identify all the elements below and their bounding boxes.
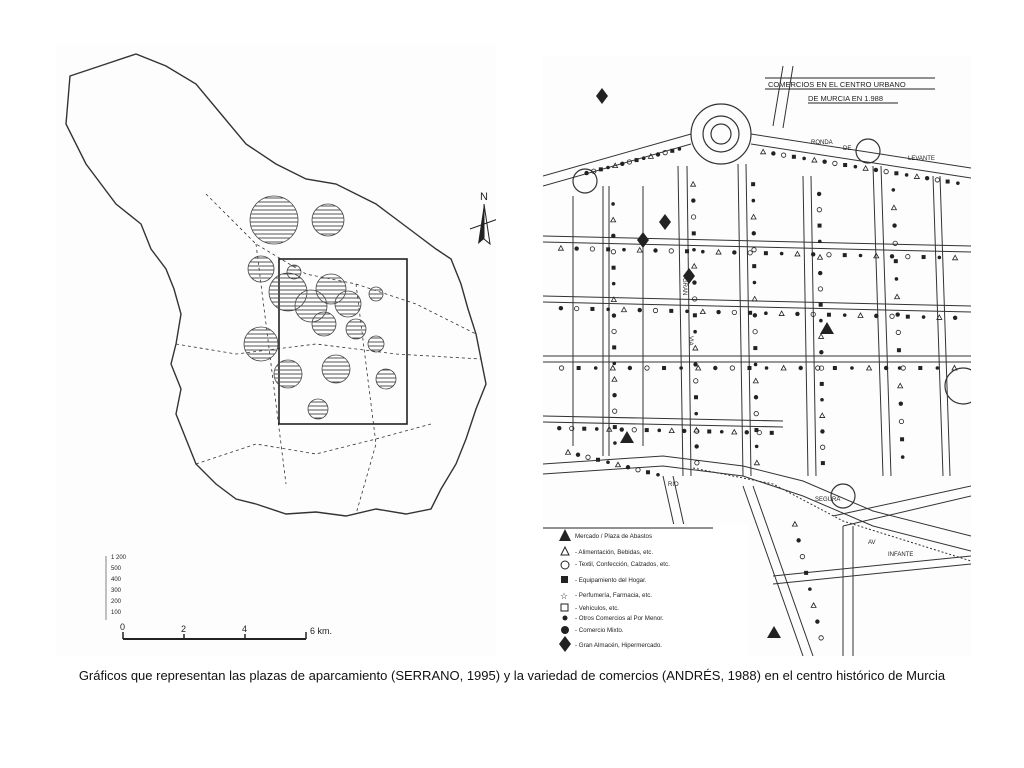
legend-value: 400 — [111, 577, 122, 583]
shop-dot-icon — [795, 312, 799, 316]
shop-dot-icon — [755, 445, 759, 449]
shop-dot-icon — [638, 308, 642, 312]
legend-label: - Textil, Confección, Calzados, etc. — [575, 561, 670, 568]
shop-circle-icon — [612, 409, 616, 413]
shop-square-icon — [670, 149, 674, 153]
shop-square-icon — [693, 313, 697, 317]
shop-square-icon — [894, 171, 898, 175]
shop-dot-icon — [796, 538, 800, 542]
shop-triangle-icon — [752, 296, 757, 301]
shop-dot-icon — [732, 250, 736, 254]
scale-end-label: 6 km. — [310, 626, 333, 636]
shop-dot-icon — [808, 587, 812, 591]
shop-dot-icon — [753, 281, 757, 285]
shop-triangle-icon — [612, 377, 617, 382]
shop-dot-icon — [656, 152, 660, 156]
shop-circle-icon — [559, 366, 563, 370]
legend-label: - Comercio Mixto. — [575, 627, 624, 634]
shop-square-icon — [818, 224, 822, 228]
shop-dot-icon — [559, 306, 563, 310]
street-label: RIO — [668, 482, 679, 488]
shop-square-icon — [752, 264, 756, 268]
shop-square-icon — [918, 366, 922, 370]
shop-square-icon — [843, 253, 847, 257]
shop-triangle-icon — [566, 450, 571, 455]
shop-dot-icon — [693, 330, 697, 334]
shop-triangle-icon — [867, 366, 872, 371]
shop-triangle-icon — [812, 158, 817, 163]
shop-square-icon — [612, 266, 616, 270]
shop-circle-icon — [833, 161, 837, 165]
shop-circle-icon — [896, 330, 900, 334]
shop-square-icon — [748, 311, 752, 315]
shop-square-icon — [819, 303, 823, 307]
shop-circle-icon — [818, 287, 822, 291]
shop-triangle-icon — [751, 214, 756, 219]
shop-dot-icon — [694, 412, 698, 416]
shop-triangle-icon — [693, 346, 698, 351]
street-label: GRAN — [681, 278, 687, 296]
shop-dot-icon — [611, 234, 615, 238]
shop-triangle-icon — [818, 255, 823, 260]
shop-circle-icon — [819, 636, 823, 640]
shop-triangle-icon — [754, 460, 759, 465]
triangle-icon — [767, 626, 781, 638]
shop-dot-icon — [606, 166, 610, 170]
shop-dot-icon — [612, 393, 616, 397]
shop-dot-icon — [584, 171, 588, 175]
legend-label: - Equipamiento del Hogar. — [575, 577, 647, 584]
shop-square-icon — [582, 427, 586, 431]
shop-dot-icon — [685, 309, 689, 313]
dot-small-icon — [563, 616, 568, 621]
map-title-line2: DE MURCIA EN 1.988 — [808, 94, 884, 103]
shop-dot-icon — [613, 362, 617, 366]
shop-dot-icon — [802, 157, 806, 161]
street-label: VIA — [687, 336, 693, 346]
street-label: SEGURA — [815, 497, 841, 503]
shop-dot-icon — [745, 430, 749, 434]
figure-caption: Gráficos que representan las plazas de aparcamiento (SERRANO, 1995) y la variedad de comercios (ANDRÉS, 1988) en el centro histórico de Murcia — [78, 668, 946, 683]
shop-dot-icon — [678, 147, 682, 151]
shop-dot-icon — [850, 366, 854, 370]
square-filled-icon — [561, 576, 568, 583]
commerce-map-figure — [543, 56, 971, 656]
shop-triangle-icon — [819, 334, 824, 339]
shop-circle-icon — [645, 366, 649, 370]
shop-dot-icon — [890, 254, 894, 258]
shop-square-icon — [764, 251, 768, 255]
shop-dot-icon — [693, 362, 697, 366]
shop-dot-icon — [752, 199, 756, 203]
shop-dot-icon — [822, 160, 826, 164]
shop-dot-icon — [922, 315, 926, 319]
shop-dot-icon — [754, 363, 758, 367]
legend-label: - Otros Comercios al Por Menor. — [575, 615, 664, 622]
shop-dot-icon — [620, 427, 624, 431]
shop-dot-icon — [692, 248, 696, 252]
legend-value: 500 — [111, 566, 122, 572]
shop-square-icon — [751, 182, 755, 186]
shop-square-icon — [613, 425, 617, 429]
shop-circle-icon — [752, 248, 756, 252]
street-label: AV — [868, 540, 876, 546]
shop-square-icon — [635, 158, 639, 162]
scale-tick-label: 0 — [120, 622, 126, 632]
shop-circle-icon — [611, 250, 615, 254]
shop-dot-icon — [892, 188, 896, 192]
shop-circle-icon — [935, 178, 939, 182]
shop-triangle-icon — [953, 255, 958, 259]
shop-square-icon — [946, 180, 950, 184]
shop-triangle-icon — [700, 309, 705, 314]
shop-square-icon — [827, 313, 831, 317]
shop-triangle-icon — [637, 248, 642, 253]
shop-square-icon — [821, 461, 825, 465]
shop-dot-icon — [765, 366, 769, 370]
shop-triangle-icon — [610, 366, 615, 371]
shop-dot-icon — [611, 202, 615, 206]
shop-dot-icon — [817, 192, 821, 196]
roundabout-edge — [945, 368, 971, 404]
shop-triangle-icon — [811, 603, 816, 608]
shop-triangle-icon — [898, 383, 903, 388]
shop-circle-icon — [781, 153, 785, 157]
commerce-map-svg — [543, 56, 971, 656]
shop-triangle-icon — [621, 307, 626, 312]
street-label: DE — [843, 146, 852, 152]
shop-dot-icon — [694, 444, 698, 448]
shop-triangle-icon — [863, 166, 868, 171]
shop-dot-icon — [557, 426, 561, 430]
shop-circle-icon — [653, 308, 657, 312]
shop-dot-icon — [874, 314, 878, 318]
shop-circle-icon — [694, 379, 698, 383]
shop-dot-icon — [753, 313, 757, 317]
diamond-icon — [659, 214, 671, 230]
shop-triangle-icon — [891, 205, 896, 210]
shop-dot-icon — [818, 240, 822, 244]
dot-large-icon — [561, 626, 569, 634]
shop-circle-icon — [586, 455, 590, 459]
shop-square-icon — [612, 345, 616, 349]
shop-dot-icon — [656, 473, 660, 477]
legend-value: 100 — [111, 610, 122, 616]
shop-triangle-icon — [753, 378, 758, 383]
shop-square-icon — [894, 259, 898, 263]
shop-dot-icon — [905, 173, 909, 177]
shop-triangle-icon — [669, 428, 674, 433]
shop-circle-icon — [884, 169, 888, 173]
shop-dot-icon — [574, 246, 578, 250]
diamond-icon — [596, 88, 608, 104]
shop-circle-icon — [730, 366, 734, 370]
shop-dot-icon — [720, 430, 724, 434]
shop-circle-icon — [732, 310, 736, 314]
shop-triangle-icon — [781, 366, 786, 371]
shop-square-icon — [669, 309, 673, 313]
shop-circle-icon — [691, 215, 695, 219]
shop-square-icon — [596, 458, 600, 462]
shop-triangle-icon — [858, 313, 863, 318]
shop-dot-icon — [612, 313, 616, 317]
north-label: N — [480, 191, 488, 203]
diamond-icon — [637, 232, 649, 248]
shop-square-icon — [897, 348, 901, 352]
star-open-icon: ☆ — [560, 591, 569, 601]
scale-bar — [120, 622, 332, 639]
shop-square-icon — [747, 366, 751, 370]
shop-square-icon — [906, 315, 910, 319]
shop-dot-icon — [679, 366, 683, 370]
shop-square-icon — [645, 428, 649, 432]
shop-circle-icon — [827, 253, 831, 257]
shop-dot-icon — [691, 198, 695, 202]
shop-triangle-icon — [611, 217, 616, 222]
shop-square-icon — [753, 346, 757, 350]
shop-dot-icon — [653, 248, 657, 252]
roundabout-south — [831, 484, 855, 508]
parking-circles — [244, 196, 396, 419]
shop-circle-icon — [636, 468, 640, 472]
shop-square-icon — [900, 437, 904, 441]
shop-dot-icon — [953, 316, 957, 320]
shop-triangle-icon — [820, 413, 825, 418]
shop-square-icon — [662, 366, 666, 370]
shop-dot-icon — [895, 312, 899, 316]
shop-triangle-icon — [895, 294, 900, 299]
legend-label: Mercado / Plaza de Abastos — [575, 533, 653, 540]
shop-triangle-icon — [716, 250, 721, 255]
shop-square-icon — [922, 255, 926, 259]
shop-dot-icon — [642, 156, 646, 160]
shop-dot-icon — [701, 250, 705, 254]
shop-circle-icon — [574, 306, 578, 310]
legend-value: 200 — [111, 599, 122, 605]
shop-dot-icon — [780, 252, 784, 256]
shop-square-icon — [577, 366, 581, 370]
scale-tick-label: 4 — [242, 624, 248, 634]
shop-circle-icon — [612, 329, 616, 333]
shop-dot-icon — [692, 280, 696, 284]
shop-square-icon — [606, 247, 610, 251]
shop-triangle-icon — [692, 264, 697, 269]
shop-dot-icon — [895, 277, 899, 281]
shop-circle-icon — [754, 411, 758, 415]
roundabout-north — [691, 104, 751, 164]
shop-square-icon — [646, 470, 650, 474]
shop-triangle-icon — [558, 246, 563, 251]
shop-dot-icon — [606, 460, 610, 464]
shop-square-icon — [692, 231, 696, 235]
shop-circle-icon — [695, 461, 699, 465]
street-label: RONDA — [811, 140, 833, 146]
shop-dot-icon — [898, 366, 902, 370]
shop-dot-icon — [819, 350, 823, 354]
shop-dot-icon — [657, 429, 661, 433]
shop-square-icon — [792, 155, 796, 159]
shop-square-icon — [707, 429, 711, 433]
shop-circle-icon — [906, 254, 910, 258]
shop-dot-icon — [682, 429, 686, 433]
shop-triangle-icon — [732, 430, 737, 435]
shop-triangle-icon — [914, 174, 919, 179]
shop-circle-icon — [890, 314, 894, 318]
shop-circle-icon — [901, 366, 905, 370]
shop-dot-icon — [936, 366, 940, 370]
shop-square-icon — [843, 163, 847, 167]
shop-triangle-icon — [792, 522, 797, 527]
street-label: LEVANTE — [908, 156, 935, 162]
shop-dot-icon — [613, 441, 617, 445]
map-title-line1: COMERCIOS EN EL CENTRO URBANO — [768, 80, 906, 89]
shop-circle-icon — [748, 251, 752, 255]
shop-dot-icon — [612, 282, 616, 286]
shop-dot-icon — [620, 162, 624, 166]
shop-dot-icon — [938, 256, 942, 260]
shop-circle-icon — [820, 445, 824, 449]
legend-label: - Perfumería, Farmacia, etc. — [575, 592, 653, 599]
shop-dot-icon — [716, 310, 720, 314]
shop-dot-icon — [594, 366, 598, 370]
shop-triangle-icon — [616, 462, 621, 467]
shop-circle-icon — [817, 208, 821, 212]
shop-dot-icon — [892, 223, 896, 227]
shop-triangle-icon — [691, 182, 696, 187]
shop-dot-icon — [901, 455, 905, 459]
shop-dot-icon — [811, 252, 815, 256]
shop-dot-icon — [956, 181, 960, 185]
legend-value: 1 200 — [111, 555, 127, 561]
shop-dot-icon — [854, 165, 858, 169]
shop-triangle-icon — [779, 311, 784, 316]
shop-dot-icon — [843, 313, 847, 317]
shop-square-icon — [685, 249, 689, 253]
parking-map-svg — [56, 44, 496, 656]
shop-dot-icon — [622, 248, 626, 252]
shop-circle-icon — [632, 428, 636, 432]
legend-label: - Alimentación, Bebidas, etc. — [575, 549, 654, 556]
legend-label: - Vehículos, etc. — [575, 605, 620, 612]
legend-label: - Gran Almacén, Hipermercado. — [575, 642, 663, 649]
scale-tick-label: 2 — [181, 624, 187, 634]
shop-circle-icon — [669, 249, 673, 253]
shop-dot-icon — [815, 619, 819, 623]
shop-dot-icon — [874, 168, 878, 172]
shop-dot-icon — [576, 453, 580, 457]
shop-triangle-icon — [952, 366, 957, 371]
shop-dot-icon — [626, 465, 630, 469]
shop-dot-icon — [752, 231, 756, 235]
shop-dot-icon — [859, 254, 863, 258]
shop-square-icon — [599, 167, 603, 171]
legend-value: 300 — [111, 588, 122, 594]
shop-dot-icon — [606, 308, 610, 312]
shop-square-icon — [820, 382, 824, 386]
shop-circle-icon — [590, 247, 594, 251]
shop-circle-icon — [753, 329, 757, 333]
shop-dot-icon — [754, 395, 758, 399]
street-network — [543, 66, 971, 476]
shop-triangle-icon — [761, 149, 766, 154]
shop-dot-icon — [818, 271, 822, 275]
triangle-icon — [620, 431, 634, 443]
commerce-legend — [543, 524, 748, 656]
shop-dot-icon — [819, 319, 823, 323]
shop-square-icon — [590, 307, 594, 311]
shop-square-icon — [804, 571, 808, 575]
shop-dot-icon — [595, 427, 599, 431]
shop-circle-icon — [800, 554, 804, 558]
shop-dot-icon — [884, 366, 888, 370]
parking-map-figure — [56, 44, 496, 656]
shop-square-icon — [754, 428, 758, 432]
north-arrow-icon — [470, 191, 496, 244]
parking-legend — [106, 555, 127, 620]
shop-triangle-icon — [795, 251, 800, 256]
shop-circle-icon — [692, 297, 696, 301]
shop-circle-icon — [899, 419, 903, 423]
shop-square-icon — [694, 395, 698, 399]
shop-dot-icon — [925, 176, 929, 180]
shop-square-icon — [770, 431, 774, 435]
shop-dot-icon — [764, 311, 768, 315]
shop-dot-icon — [771, 151, 775, 155]
shop-dot-icon — [820, 429, 824, 433]
shop-dot-icon — [628, 366, 632, 370]
shop-circle-icon — [893, 241, 897, 245]
shop-dot-icon — [799, 366, 803, 370]
triangle-icon — [820, 322, 834, 334]
shop-dot-icon — [713, 366, 717, 370]
shop-square-icon — [833, 366, 837, 370]
street-label: INFANTE — [888, 552, 914, 558]
shop-dot-icon — [899, 401, 903, 405]
shop-dot-icon — [820, 398, 824, 402]
